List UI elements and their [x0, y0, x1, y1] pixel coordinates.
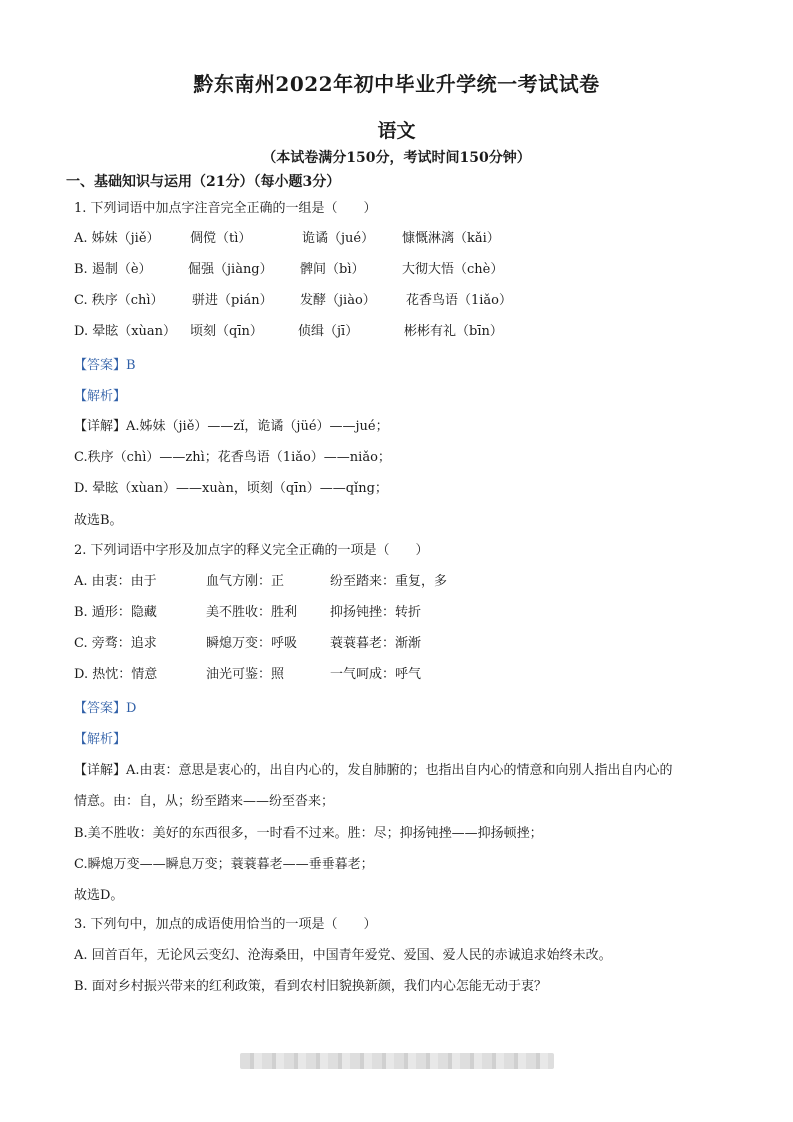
q1-d-1: D. 晕眩（xùan） — [74, 324, 177, 339]
page-title: 黔东南州2022年初中毕业升学统一考试试卷 — [193, 72, 600, 96]
section-heading: 一、基础知识与运用（21分）（每小题3分） — [66, 174, 341, 190]
q1-a-4: 慷慨淋漓（kǎi） — [402, 231, 500, 246]
q2-a-3: 纷至踏来：重复，多 — [330, 574, 448, 589]
q1-detail-3: D. 晕眩（xùan）——xuàn，顷刻（qīn）——qǐng； — [74, 481, 388, 496]
q1-stem: 1. 下列词语中加点字注音完全正确的一组是（ ） — [74, 201, 377, 216]
q2-b-1: B. 遁形：隐藏 — [74, 605, 157, 620]
q1-b-2: 倔强（jiàng） — [188, 262, 273, 277]
q2-d-1: D. 热忱：情意 — [74, 667, 158, 682]
q1-c-4: 花香鸟语（1iǎo） — [406, 293, 513, 308]
q1-c-2: 骈进（pián） — [192, 293, 273, 308]
q1-c-1: C. 秩序（chì） — [74, 293, 164, 308]
q2-stem: 2. 下列词语中字形及加点字的释义完全正确的一项是（ ） — [74, 543, 429, 558]
q2-answer: 【答案】D — [74, 701, 137, 716]
q1-answer: 【答案】B — [74, 358, 136, 373]
q2-a-2: 血气方刚：正 — [206, 574, 285, 589]
q1-c-3: 发酵（jiào） — [300, 293, 376, 308]
q1-b-3: 髀间（bì） — [300, 262, 365, 277]
q2-c-2: 瞬熄万变：呼吸 — [206, 636, 298, 651]
q1-detail-4: 故选B。 — [74, 513, 123, 528]
subject-title: 语文 — [377, 120, 416, 142]
q2-detail-3: B.美不胜收：美好的东西很多，一时看不过来。胜：尽；抑扬钝挫——抑扬顿挫； — [74, 826, 543, 841]
q3-option-b: B. 面对乡村振兴带来的红利政策，看到农村旧貌换新颜，我们内心怎能无动于衷？ — [74, 979, 547, 994]
q2-d-3: 一气呵成：呼气 — [330, 667, 422, 682]
q1-b-4: 大彻大悟（chè） — [402, 262, 504, 277]
q1-detail-2: C.秩序（chì）——zhì；花香鸟语（1iǎo）——niǎo； — [74, 450, 391, 465]
q2-detail-1: 【详解】A.由衷：意思是衷心的，出自内心的，发自肺腑的；也指出自内心的情意和向别人指出自内心的 — [74, 763, 673, 778]
q1-d-3: 侦缉（jī） — [298, 324, 359, 339]
q2-b-3: 抑扬钝挫：转折 — [330, 605, 422, 620]
q1-a-1: A. 姊妹（jiě） — [74, 231, 160, 246]
footer-watermark — [240, 1053, 554, 1069]
q2-d-2: 油光可鉴：照 — [206, 667, 285, 682]
q2-analysis: 【解析】 — [74, 732, 127, 747]
q1-d-4: 彬彬有礼（bīn） — [404, 324, 503, 339]
q1-detail-1: 【详解】A.姊妹（jiě）——zǐ，诡谲（jüé）——jué； — [74, 419, 389, 434]
q3-option-a: A. 回首百年，无论风云变幻、沧海桑田，中国青年爱党、爱国、爱人民的赤诚追求始终未改。 — [74, 948, 612, 963]
q1-a-3: 诡谲（jué） — [302, 231, 375, 246]
q1-d-2: 顷刻（qīn） — [190, 324, 263, 339]
q2-b-2: 美不胜收：胜利 — [206, 605, 298, 620]
exam-note: （本试卷满分150分，考试时间150分钟） — [262, 150, 531, 166]
q2-c-1: C. 旁骛：追求 — [74, 636, 157, 651]
q2-detail-2: 情意。由：自，从；纷至踏来——纷至沓来； — [74, 794, 335, 809]
q2-a-1: A. 由衷：由于 — [74, 574, 157, 589]
q1-b-1: B. 遏制（è） — [74, 262, 152, 277]
q2-detail-4: C.瞬熄万变——瞬息万变；蓑蓑暮老——垂垂暮老； — [74, 857, 374, 872]
q3-stem: 3. 下列句中，加点的成语使用恰当的一项是（ ） — [74, 917, 377, 932]
q2-c-3: 蓑蓑暮老：渐渐 — [330, 636, 422, 651]
q1-analysis: 【解析】 — [74, 389, 127, 404]
q1-a-2: 倜傥（tì） — [190, 231, 252, 246]
q2-detail-5: 故选D。 — [74, 888, 124, 903]
